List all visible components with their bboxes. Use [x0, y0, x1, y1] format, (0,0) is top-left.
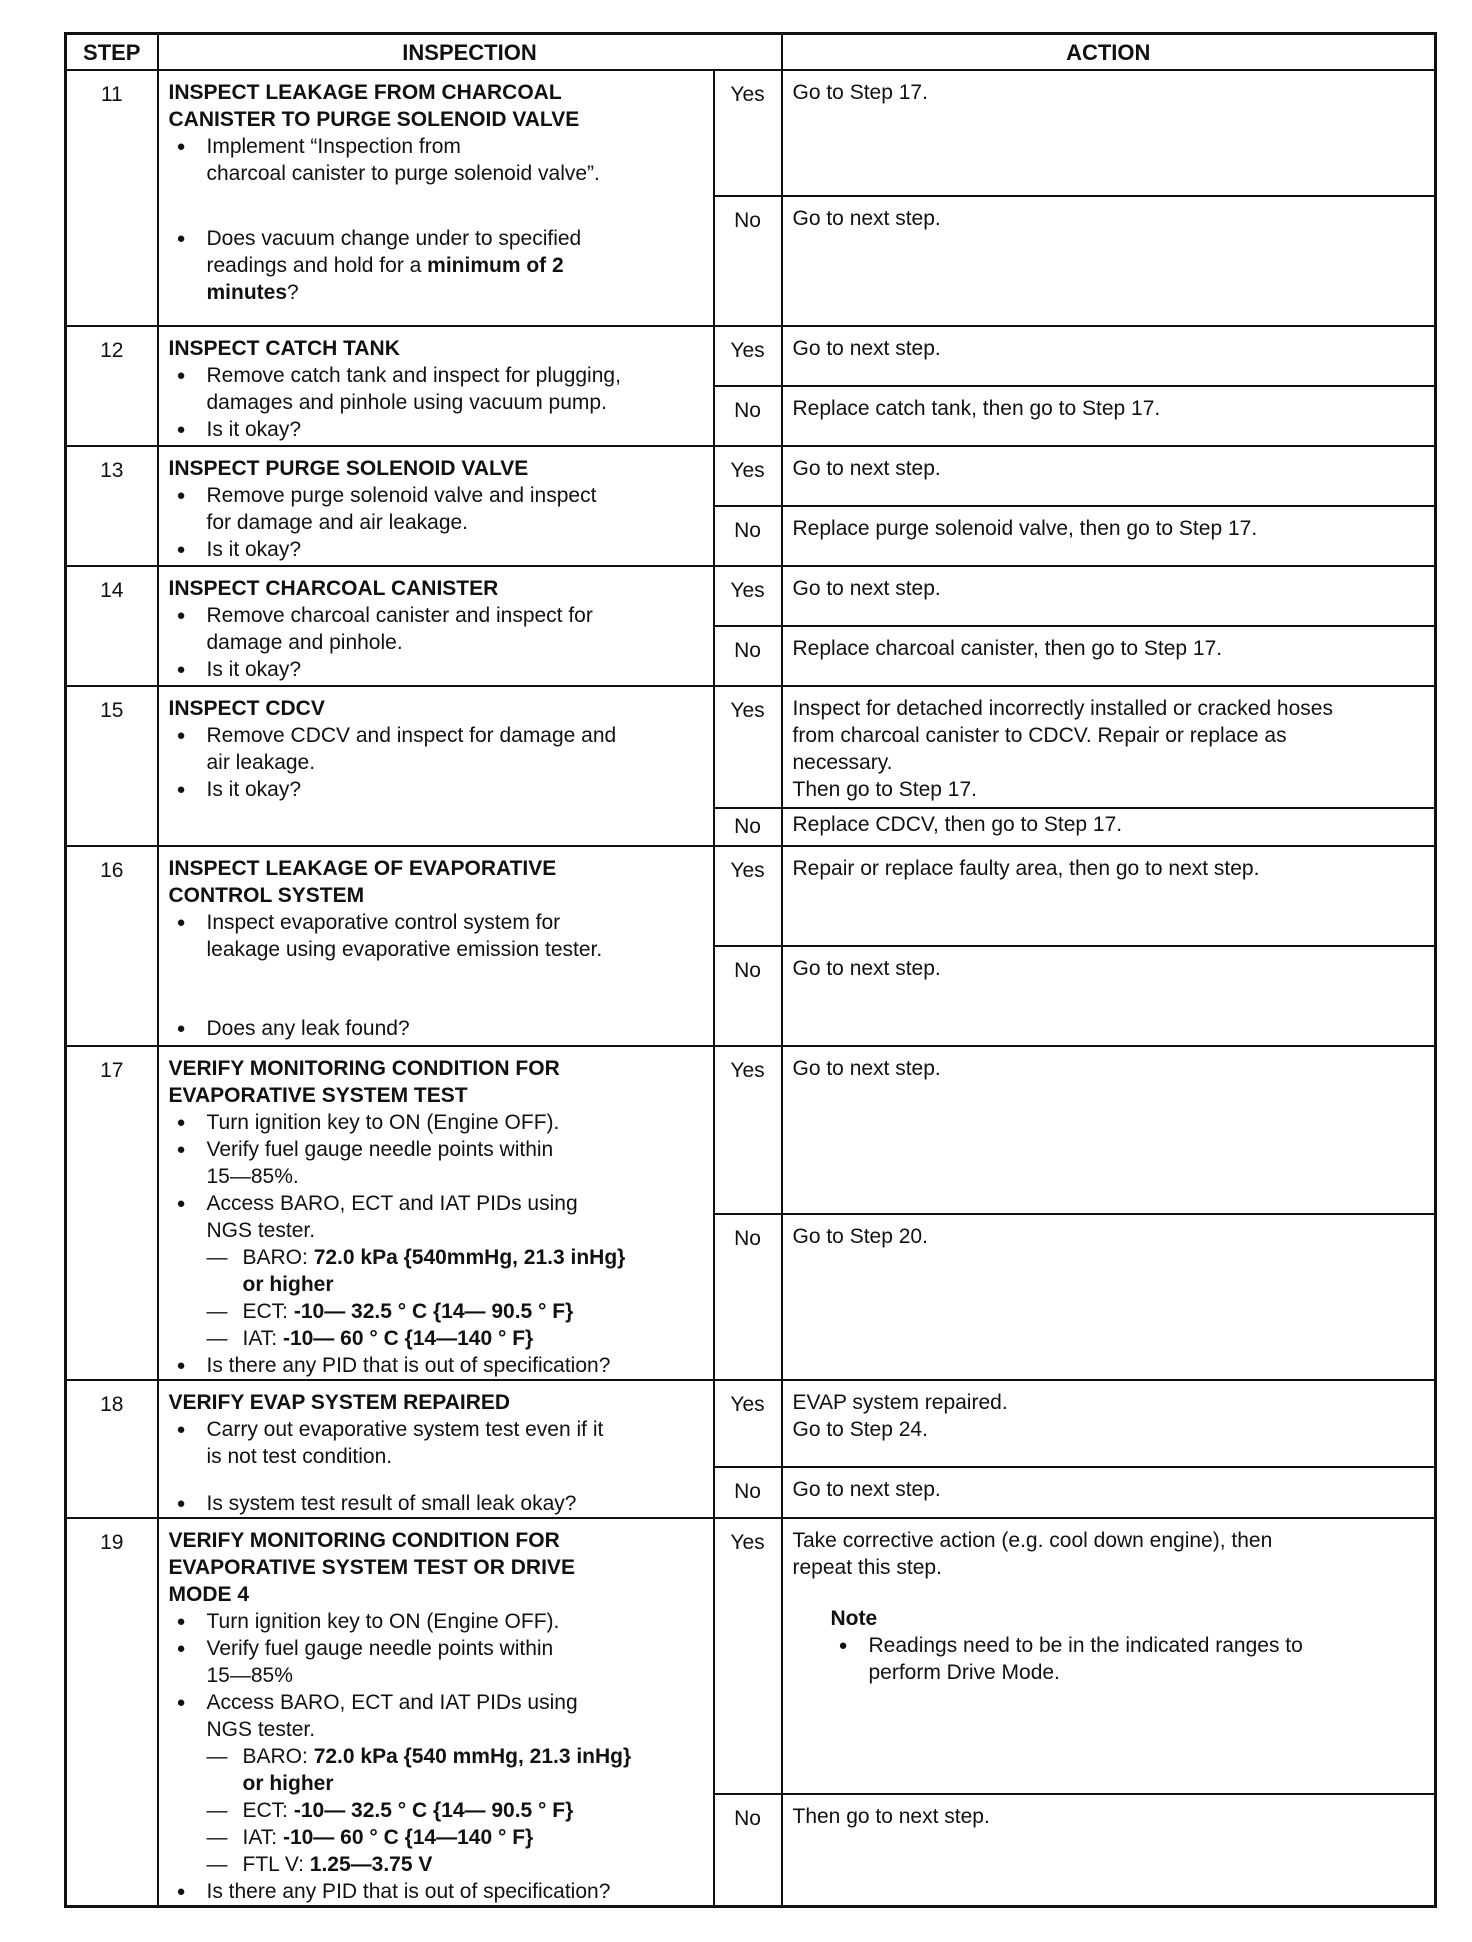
pid-spec: — ECT: -10— 32.5 ° C {14— 90.5 ° F}: [169, 1298, 703, 1325]
pid-spec: — ECT: -10— 32.5 ° C {14— 90.5 ° F}: [169, 1797, 703, 1824]
yes-action: Go to Step 17.: [782, 70, 1436, 196]
step-number: 18: [66, 1380, 158, 1518]
note-bullet: ● Readings need to be in the indicated ranges to perform Drive Mode.: [831, 1632, 1425, 1686]
inspection-title: VERIFY MONITORING CONDITION FOR EVAPORATIVE SYSTEM TEST OR DRIVE MODE 4: [168, 1529, 575, 1606]
inspection-bullet: ● Is there any PID that is out of specification?: [169, 1352, 703, 1379]
no-action: Replace purge solenoid valve, then go to Step 17.: [782, 506, 1436, 566]
inspection-bullet: ● Is it okay?: [169, 536, 703, 563]
inspection-cell: [158, 566, 714, 686]
no-label: No: [714, 386, 782, 446]
inspection-bullet: ● Remove charcoal canister and inspect for damage and pinhole.: [169, 602, 703, 656]
inspection-bullet: ● Verify fuel gauge needle points within 15—85%: [169, 1635, 703, 1689]
no-action: Then go to next step.: [782, 1794, 1436, 1907]
inspection-bullet: ● Carry out evaporative system test even if it is not test condition.: [169, 1416, 703, 1470]
inspection-title: INSPECT CHARCOAL CANISTER: [168, 577, 499, 600]
inspection-bullet: ● Turn ignition key to ON (Engine OFF).: [169, 1608, 703, 1635]
step-number: 15: [66, 686, 158, 846]
inspection-bullet: ● Is there any PID that is out of specification?: [169, 1878, 703, 1905]
pid-spec: — BARO: 72.0 kPa {540 mmHg, 21.3 inHg} or higher: [169, 1743, 703, 1797]
table-row: [66, 686, 1436, 808]
yes-action: Go to next step.: [782, 1046, 1436, 1214]
inspection-bullet: ● Remove catch tank and inspect for plugging, damages and pinhole using vacuum pump.: [169, 362, 703, 416]
step-number: 12: [66, 326, 158, 446]
yes-label: Yes: [714, 70, 782, 196]
no-label: No: [714, 1467, 782, 1518]
action-header: ACTION: [782, 34, 1436, 71]
note-title: Note: [830, 1607, 878, 1630]
inspection-bullet: ● Is it okay?: [169, 416, 703, 443]
step-number: 13: [66, 446, 158, 566]
inspection-cell: [158, 446, 714, 566]
step-header: STEP: [66, 34, 158, 71]
inspection-bullet: ● Is system test result of small leak okay?: [169, 1490, 703, 1517]
no-action: Replace catch tank, then go to Step 17.: [782, 386, 1436, 446]
inspection-header: INSPECTION: [158, 34, 782, 71]
inspection-cell: [158, 326, 714, 446]
no-label: No: [714, 196, 782, 326]
pid-spec: — BARO: 72.0 kPa {540mmHg, 21.3 inHg} or higher: [169, 1244, 703, 1298]
inspection-cell: [158, 1046, 714, 1380]
inspection-cell: [158, 70, 714, 326]
yes-label: Yes: [714, 1046, 782, 1214]
inspection-cell: [158, 1518, 714, 1907]
diagnostic-procedure-table: [64, 32, 1434, 1908]
yes-action: Repair or replace faulty area, then go to next step.: [782, 846, 1436, 946]
yes-label: Yes: [714, 326, 782, 386]
inspection-title: INSPECT CDCV: [168, 697, 325, 720]
pid-spec: — IAT: -10— 60 ° C {14—140 ° F}: [169, 1325, 703, 1352]
table-row: [66, 1518, 1436, 1794]
pid-spec: — FTL V: 1.25—3.75 V: [169, 1851, 703, 1878]
yes-label: Yes: [714, 1518, 782, 1794]
yes-label: Yes: [714, 846, 782, 946]
inspection-title: INSPECT CATCH TANK: [168, 337, 400, 360]
table-row: [66, 846, 1436, 946]
inspection-bullet: ● Is it okay?: [169, 776, 703, 803]
no-action: Go to next step.: [782, 196, 1436, 326]
table-row: [66, 70, 1436, 196]
inspection-bullet: ● Remove purge solenoid valve and inspect for damage and air leakage.: [169, 482, 703, 536]
no-action: Replace CDCV, then go to Step 17.: [782, 808, 1436, 846]
no-label: No: [714, 506, 782, 566]
inspection-bullet: ● Does vacuum change under to specified readings and hold for a minimum of 2 minutes?: [169, 225, 703, 306]
yes-action: Go to next step.: [782, 566, 1436, 626]
no-action: Go to next step.: [782, 946, 1436, 1046]
step-number: 14: [66, 566, 158, 686]
inspection-cell: [158, 686, 714, 846]
table-row: [66, 1380, 1436, 1467]
header-row: [66, 34, 1436, 71]
step-number: 17: [66, 1046, 158, 1380]
yes-action: Take corrective action (e.g. cool down engine), then repeat this step.: [792, 1529, 1273, 1579]
inspection-title: VERIFY EVAP SYSTEM REPAIRED: [168, 1391, 511, 1414]
yes-action-cell: [782, 1518, 1436, 1794]
no-action: Go to next step.: [782, 1467, 1436, 1518]
yes-action: Go to next step.: [782, 326, 1436, 386]
inspection-cell: [158, 846, 714, 1046]
yes-label: Yes: [714, 446, 782, 506]
inspection-bullet: ● Turn ignition key to ON (Engine OFF).: [169, 1109, 703, 1136]
inspection-title: INSPECT LEAKAGE OF EVAPORATIVE CONTROL SYSTEM: [168, 857, 557, 907]
no-label: No: [714, 1794, 782, 1907]
yes-action: EVAP system repaired. Go to Step 24.: [782, 1380, 1436, 1467]
pid-spec: — IAT: -10— 60 ° C {14—140 ° F}: [169, 1824, 703, 1851]
inspection-bullet: ● Implement “Inspection from charcoal canister to purge solenoid valve”.: [169, 133, 703, 187]
step-number: 19: [66, 1518, 158, 1907]
inspection-title: VERIFY MONITORING CONDITION FOR EVAPORATIVE SYSTEM TEST: [168, 1057, 560, 1107]
step-number: 11: [66, 70, 158, 326]
no-action: Replace charcoal canister, then go to Step 17.: [782, 626, 1436, 686]
step-number: 16: [66, 846, 158, 1046]
yes-label: Yes: [714, 566, 782, 626]
no-action: Go to Step 20.: [782, 1214, 1436, 1380]
no-label: No: [714, 626, 782, 686]
inspection-bullet: ● Access BARO, ECT and IAT PIDs using NGS tester.: [169, 1190, 703, 1244]
table-row: [66, 446, 1436, 506]
yes-action: Inspect for detached incorrectly installed or cracked hoses from charcoal canister to CDCV. Repair or replace as necessary. Then go to Step 17.: [782, 686, 1436, 808]
inspection-title: INSPECT LEAKAGE FROM CHARCOAL CANISTER TO PURGE SOLENOID VALVE: [168, 81, 580, 131]
procedure-table: [64, 32, 1437, 1908]
inspection-bullet: ● Remove CDCV and inspect for damage and air leakage.: [169, 722, 703, 776]
inspection-title: INSPECT PURGE SOLENOID VALVE: [168, 457, 529, 480]
inspection-bullet: ● Is it okay?: [169, 656, 703, 683]
table-row: [66, 1046, 1436, 1214]
yes-action: Go to next step.: [782, 446, 1436, 506]
no-label: No: [714, 946, 782, 1046]
inspection-bullet: ● Does any leak found?: [169, 1015, 703, 1042]
no-label: No: [714, 808, 782, 846]
yes-label: Yes: [714, 1380, 782, 1467]
inspection-cell: [158, 1380, 714, 1518]
table-row: [66, 566, 1436, 626]
inspection-bullet: ● Verify fuel gauge needle points within 15—85%.: [169, 1136, 703, 1190]
yes-label: Yes: [714, 686, 782, 808]
inspection-bullet: ● Inspect evaporative control system for leakage using evaporative emission tester.: [169, 909, 703, 963]
table-row: [66, 326, 1436, 386]
no-label: No: [714, 1214, 782, 1380]
inspection-bullet: ● Access BARO, ECT and IAT PIDs using NGS tester.: [169, 1689, 703, 1743]
